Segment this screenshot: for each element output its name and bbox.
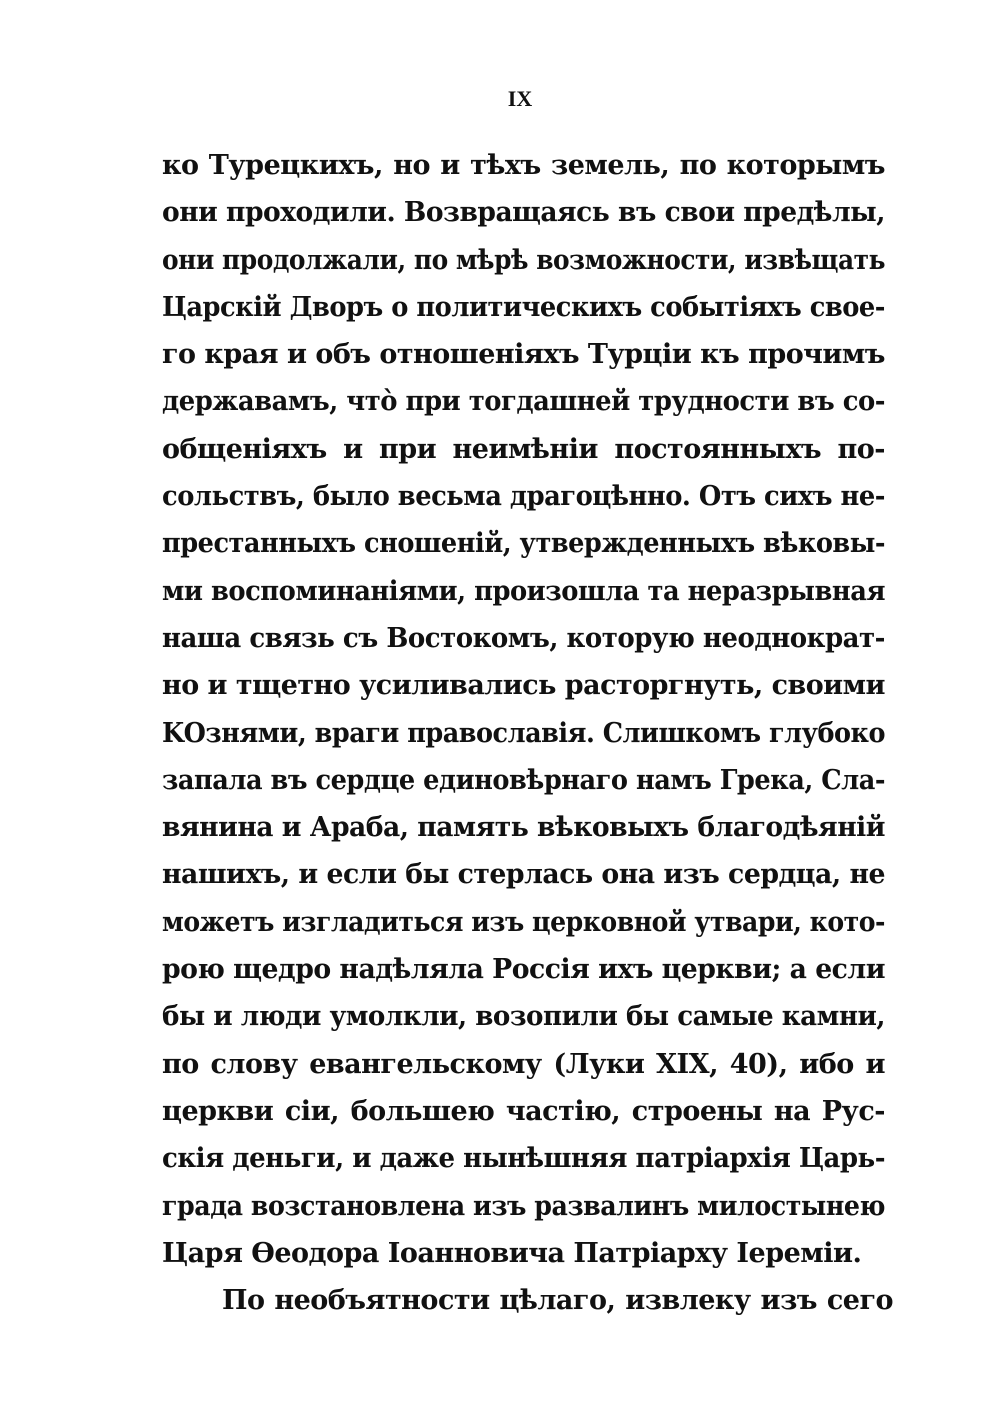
text-line: града возстановлена изъ развалинъ милостынею	[162, 1190, 885, 1222]
text-line: сольствъ, было весьма драгоцѣнно. Отъ сихъ не-	[162, 481, 885, 513]
page-number: IX	[507, 86, 533, 111]
text-line: можетъ изгладиться изъ церковной утвари, кото-	[162, 906, 885, 938]
text-line: го края и объ отношеніяхъ Турціи къ прочимъ	[162, 339, 885, 371]
text-line: они проходили. Возвращаясь въ свои предѣлы,	[162, 197, 885, 229]
text-line: KОзнями, враги православія. Слишкомъ глубоко	[162, 717, 885, 749]
text-line: державамъ, чтò при тогдашней трудности въ со-	[162, 386, 885, 418]
text-line: церкви сіи, большею частію, строены на Рус-	[162, 1095, 885, 1127]
text-line: бы и люди умолкли, возопили бы самые камни,	[162, 1001, 885, 1033]
text-line: ко Турецкихъ, но и тѣхъ земель, по которымъ	[162, 150, 885, 181]
text-line: престанныхъ сношеній, утвержденныхъ вѣковы-	[162, 528, 885, 560]
text-line: ми воспоминаніями, произошла та неразрывная	[162, 575, 885, 607]
text-line: вянина и Араба, память вѣковыхъ благодѣяній	[162, 812, 885, 844]
text-line: по слову евангельскому (Луки XIX, 40), ибо и	[162, 1048, 885, 1080]
text-line: они продолжали, по мѣрѣ возможности, извѣщать	[162, 244, 885, 276]
text-line: наша связь съ Востокомъ, которую неоднократ-	[162, 622, 885, 654]
text-line: Царя Ѳеодора Іоанновича Патріарху Іереміи.	[162, 1237, 862, 1269]
text-line: скія деньги, и даже нынѣшняя патріархія Царь-	[162, 1143, 885, 1175]
text-line: но и тщетно усиливались расторгнуть, своими	[162, 670, 885, 702]
body-text	[162, 150, 893, 1332]
text-line: Царскій Дворъ о политическихъ событіяхъ свое-	[162, 291, 885, 323]
text-line: нашихъ, и если бы стерлась она изъ сердца, не	[162, 859, 885, 891]
paragraph-first-line: По необъятности цѣлаго, извлеку изъ сего	[222, 1285, 893, 1317]
text-line: запала въ сердце единовѣрнаго намъ Грека, Сла-	[162, 764, 885, 796]
text-line: рою щедро надѣляла Россія ихъ церкви; а если	[162, 954, 885, 986]
text-line: общеніяхъ и при неимѣніи постоянныхъ по-	[162, 433, 885, 465]
